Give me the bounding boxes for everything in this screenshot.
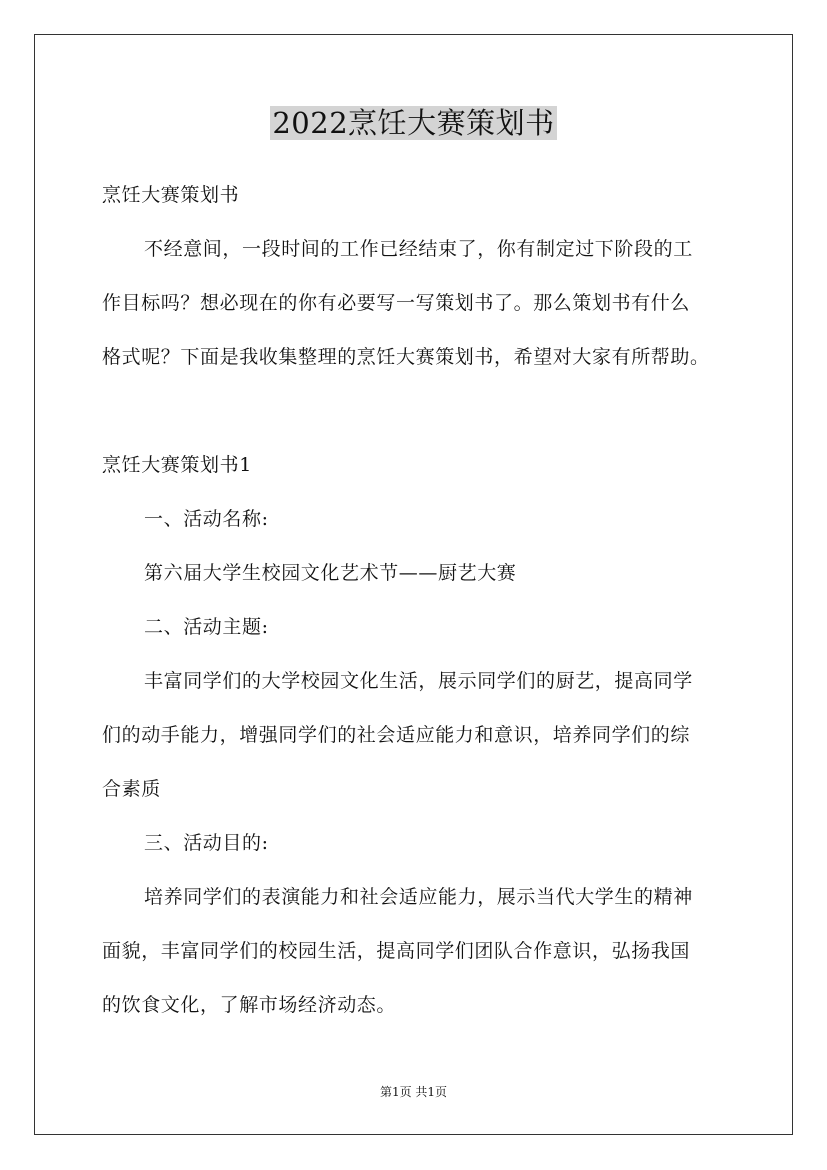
page-footer: 第1页 共1页	[379, 1085, 448, 1099]
intro-line-1: 不经意间，一段时间的工作已经结束了，你有制定过下阶段的工	[144, 238, 693, 260]
intro-line-3: 格式呢？下面是我收集整理的烹饪大赛策划书，希望对大家有所帮助。	[102, 346, 710, 368]
document-subtitle: 烹饪大赛策划书	[102, 184, 240, 206]
document-title-text: 2022烹饪大赛策划书	[272, 106, 555, 140]
item1-text: 第六届大学生校园文化艺术节——厨艺大赛	[144, 562, 517, 584]
item1-heading: 一、活动名称:	[144, 508, 269, 530]
item2-line-3: 合素质	[102, 778, 161, 800]
item2-line-2: 们的动手能力，增强同学们的社会适应能力和意识，培养同学们的综	[102, 724, 691, 746]
section-heading: 烹饪大赛策划书1	[102, 454, 252, 476]
item3-heading: 三、活动目的:	[144, 832, 269, 854]
document-title	[0, 103, 827, 143]
item3-line-3: 的饮食文化，了解市场经济动态。	[102, 994, 397, 1016]
item3-line-1: 培养同学们的表演能力和社会适应能力，展示当代大学生的精神	[144, 886, 693, 908]
intro-line-2: 作目标吗？想必现在的你有必要写一写策划书了。那么策划书有什么	[102, 292, 691, 314]
item3-line-2: 面貌，丰富同学们的校园生活，提高同学们团队合作意识，弘扬我国	[102, 940, 691, 962]
item2-line-1: 丰富同学们的大学校园文化生活，展示同学们的厨艺，提高同学	[144, 670, 693, 692]
item2-heading: 二、活动主题:	[144, 616, 269, 638]
